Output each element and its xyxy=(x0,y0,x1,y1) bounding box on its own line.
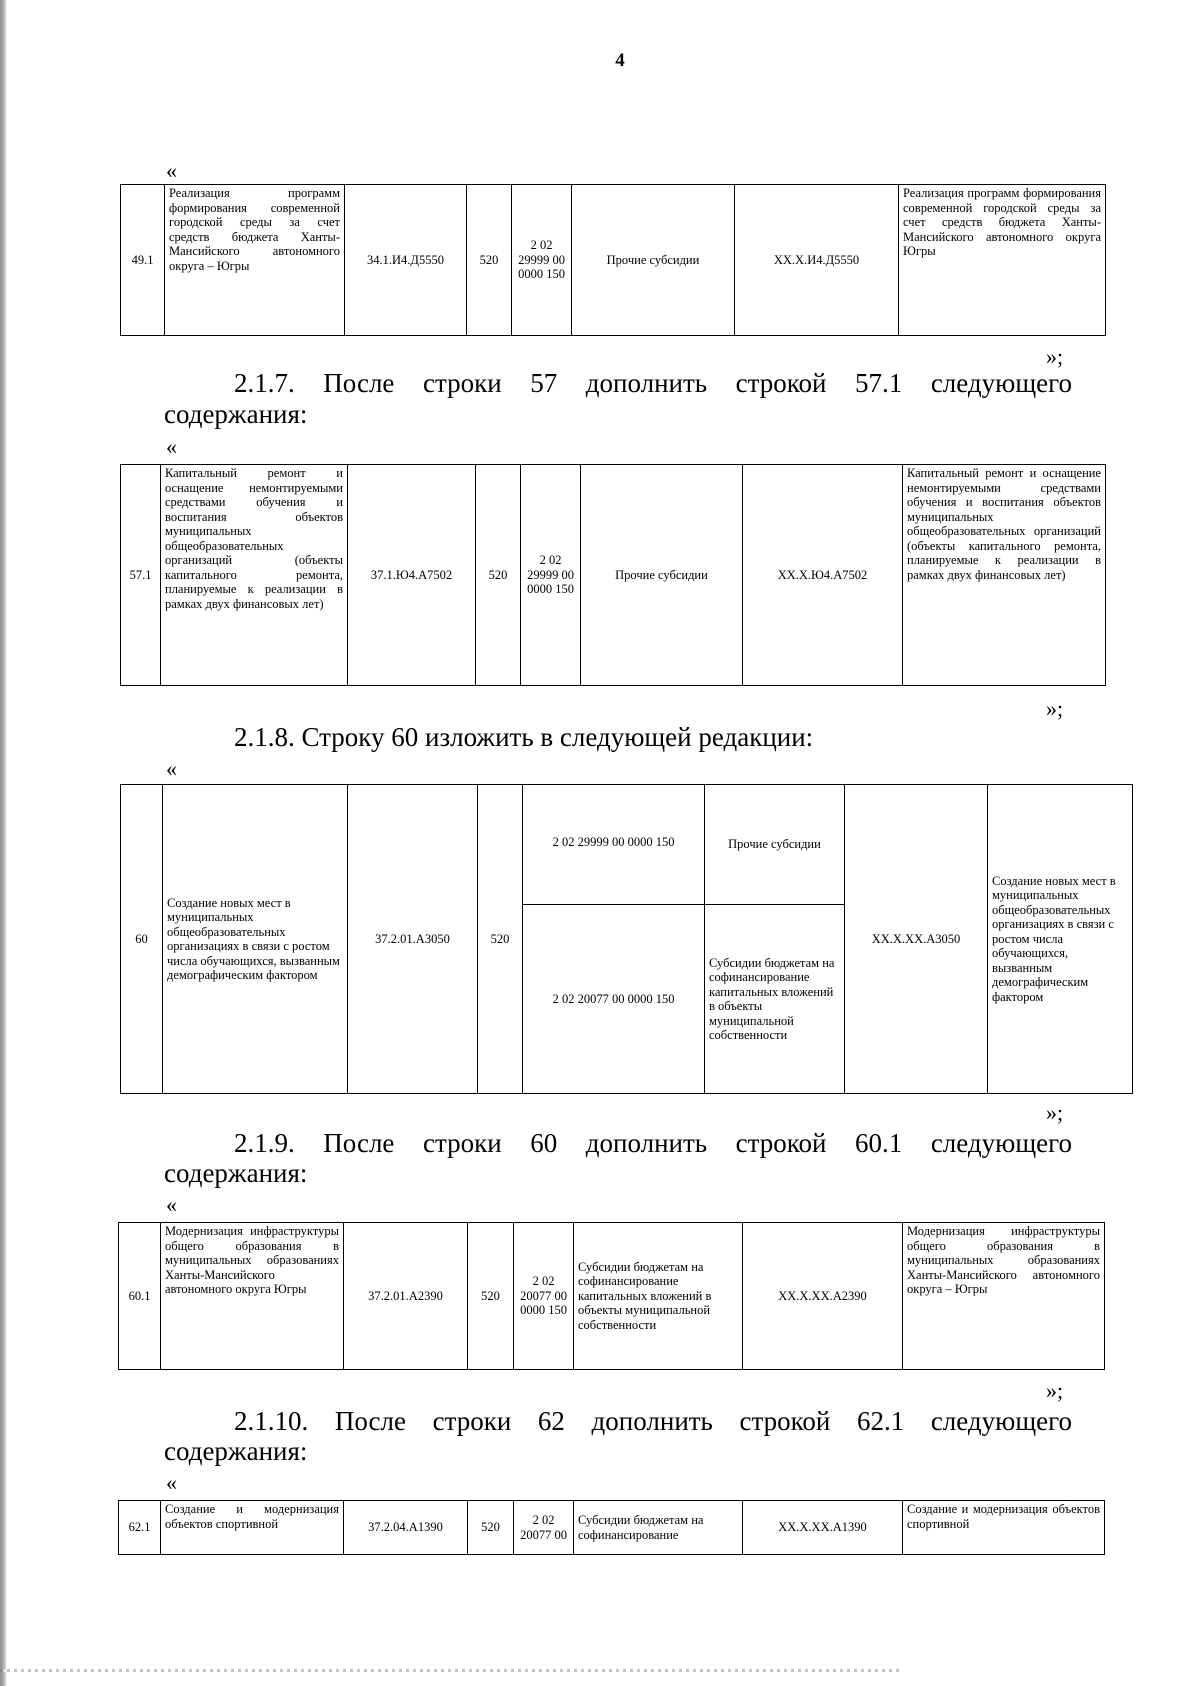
local-event-name: Модернизация инфраструктуры общего образования в муниципальных образованиях Ханты-Мансийского автономного округа – Югры xyxy=(903,1223,1105,1370)
table-row xyxy=(119,1501,1105,1555)
row-number: 49.1 xyxy=(121,185,165,336)
paragraph-2-1-7: 2.1.7. После строки 57 дополнить строкой 57.1 следующего xyxy=(234,368,1072,398)
close-quote: »; xyxy=(1046,1378,1064,1403)
close-quote: »; xyxy=(1046,1100,1064,1125)
open-quote: « xyxy=(166,434,177,459)
close-quote: »; xyxy=(1046,696,1064,721)
row-number: 60 xyxy=(121,785,163,1094)
budget-code: 2 02 20077 00 xyxy=(514,1501,574,1555)
event-name: Капитальный ремонт и оснащение немонтируемыми средствами обучения и воспитания объектов муниципальных общеобразовательных организаций (объекты капитального ремонта, планируемые к реализации в рамках двух финансовых лет) xyxy=(161,465,348,686)
row-number: 62.1 xyxy=(119,1501,161,1555)
row-number: 57.1 xyxy=(121,465,161,686)
close-quote: »; xyxy=(1046,344,1064,369)
expense-type: 520 xyxy=(478,785,523,1094)
table-row xyxy=(119,1223,1105,1370)
paragraph-2-1-10: 2.1.10. После строки 62 дополнить строкой 62.1 следующего xyxy=(234,1406,1072,1436)
table-row xyxy=(121,185,1106,336)
paragraph-continuation: содержания: xyxy=(164,1436,308,1466)
table-row-62-1 xyxy=(118,1500,1105,1555)
paragraph-continuation: содержания: xyxy=(164,1158,308,1188)
event-name: Создание новых мест в муниципальных общеобразовательных организациях в связи с ростом числа обучающихся, вызванным демографическим фактором xyxy=(163,785,348,1094)
paragraph-2-1-8: 2.1.8. Строку 60 изложить в следующей редакции: xyxy=(234,722,814,752)
event-name: Реализация программ формирования современной городской среды за счет средств бюджета Ханты-Мансийского автономного округа – Югры xyxy=(165,185,345,336)
target-code: 37.1.Ю4.А7502 xyxy=(348,465,476,686)
table-row-49-1 xyxy=(120,184,1106,336)
scan-noise xyxy=(0,1669,900,1672)
budget-code: 2 02 29999 00 0000 150 xyxy=(512,185,572,336)
event-name: Модернизация инфраструктуры общего образования в муниципальных образованиях Ханты-Мансийского автономного округа Югры xyxy=(161,1223,344,1370)
open-quote: « xyxy=(166,756,177,781)
budget-code: 2 02 29999 00 0000 150 xyxy=(523,785,705,905)
local-code: XX.X.XX.А2390 xyxy=(743,1223,903,1370)
local-code: XX.X.XX.А3050 xyxy=(845,785,988,1094)
scan-edge-shadow xyxy=(0,0,7,1686)
expense-type: 520 xyxy=(468,1501,514,1555)
budget-code: 2 02 29999 00 0000 150 xyxy=(521,465,581,686)
page-number: 4 xyxy=(615,50,625,71)
budget-code: 2 02 20077 00 0000 150 xyxy=(523,905,705,1094)
local-code: XX.X.XX.А1390 xyxy=(743,1501,903,1555)
budget-code-name: Прочие субсидии xyxy=(581,465,743,686)
expense-type: 520 xyxy=(476,465,521,686)
target-code: 34.1.И4.Д5550 xyxy=(345,185,467,336)
table-row xyxy=(121,785,1133,905)
paragraph-continuation: содержания: xyxy=(164,399,308,429)
local-event-name: Создание и модернизация объектов спортивной xyxy=(903,1501,1105,1555)
table-row-60 xyxy=(120,784,1133,1094)
budget-code-name: Прочие субсидии xyxy=(572,185,735,336)
open-quote: « xyxy=(166,1470,177,1495)
open-quote: « xyxy=(166,1192,177,1217)
open-quote: « xyxy=(166,158,177,183)
paragraph-2-1-9: 2.1.9. После строки 60 дополнить строкой 60.1 следующего xyxy=(234,1128,1072,1158)
target-code: 37.2.01.А3050 xyxy=(348,785,478,1094)
local-event-name: Реализация программ формирования современной городской среды за счет средств бюджета Ханты-Мансийского автономного округа Югры xyxy=(899,185,1106,336)
event-name: Создание и модернизация объектов спортивной xyxy=(161,1501,344,1555)
table-row-60-1 xyxy=(118,1222,1105,1370)
local-code: XX.X.Ю4.А7502 xyxy=(743,465,903,686)
local-event-name: Создание новых мест в муниципальных общеобразовательных организациях в связи с ростом числа обучающихся, вызванным демографическим фактором xyxy=(988,785,1133,1094)
row-number: 60.1 xyxy=(119,1223,161,1370)
local-event-name: Капитальный ремонт и оснащение немонтируемыми средствами обучения и воспитания объектов муниципальных общеобразовательных организаций (объекты капитального ремонта, планируемые к реализации в рамках двух финансовых лет) xyxy=(903,465,1106,686)
table-row xyxy=(121,465,1106,686)
target-code: 37.2.01.А2390 xyxy=(344,1223,468,1370)
target-code: 37.2.04.А1390 xyxy=(344,1501,468,1555)
budget-code-name: Субсидии бюджетам на софинансирование капитальных вложений в объекты муниципальной собственности xyxy=(705,905,845,1094)
expense-type: 520 xyxy=(467,185,512,336)
budget-code-name: Субсидии бюджетам на софинансирование капитальных вложений в объекты муниципальной собственности xyxy=(574,1223,743,1370)
budget-code-name: Субсидии бюджетам на софинансирование xyxy=(574,1501,743,1555)
budget-code-name: Прочие субсидии xyxy=(705,785,845,905)
local-code: XX.X.И4.Д5550 xyxy=(735,185,899,336)
expense-type: 520 xyxy=(468,1223,514,1370)
budget-code: 2 02 20077 00 0000 150 xyxy=(514,1223,574,1370)
table-row-57-1 xyxy=(120,464,1106,686)
